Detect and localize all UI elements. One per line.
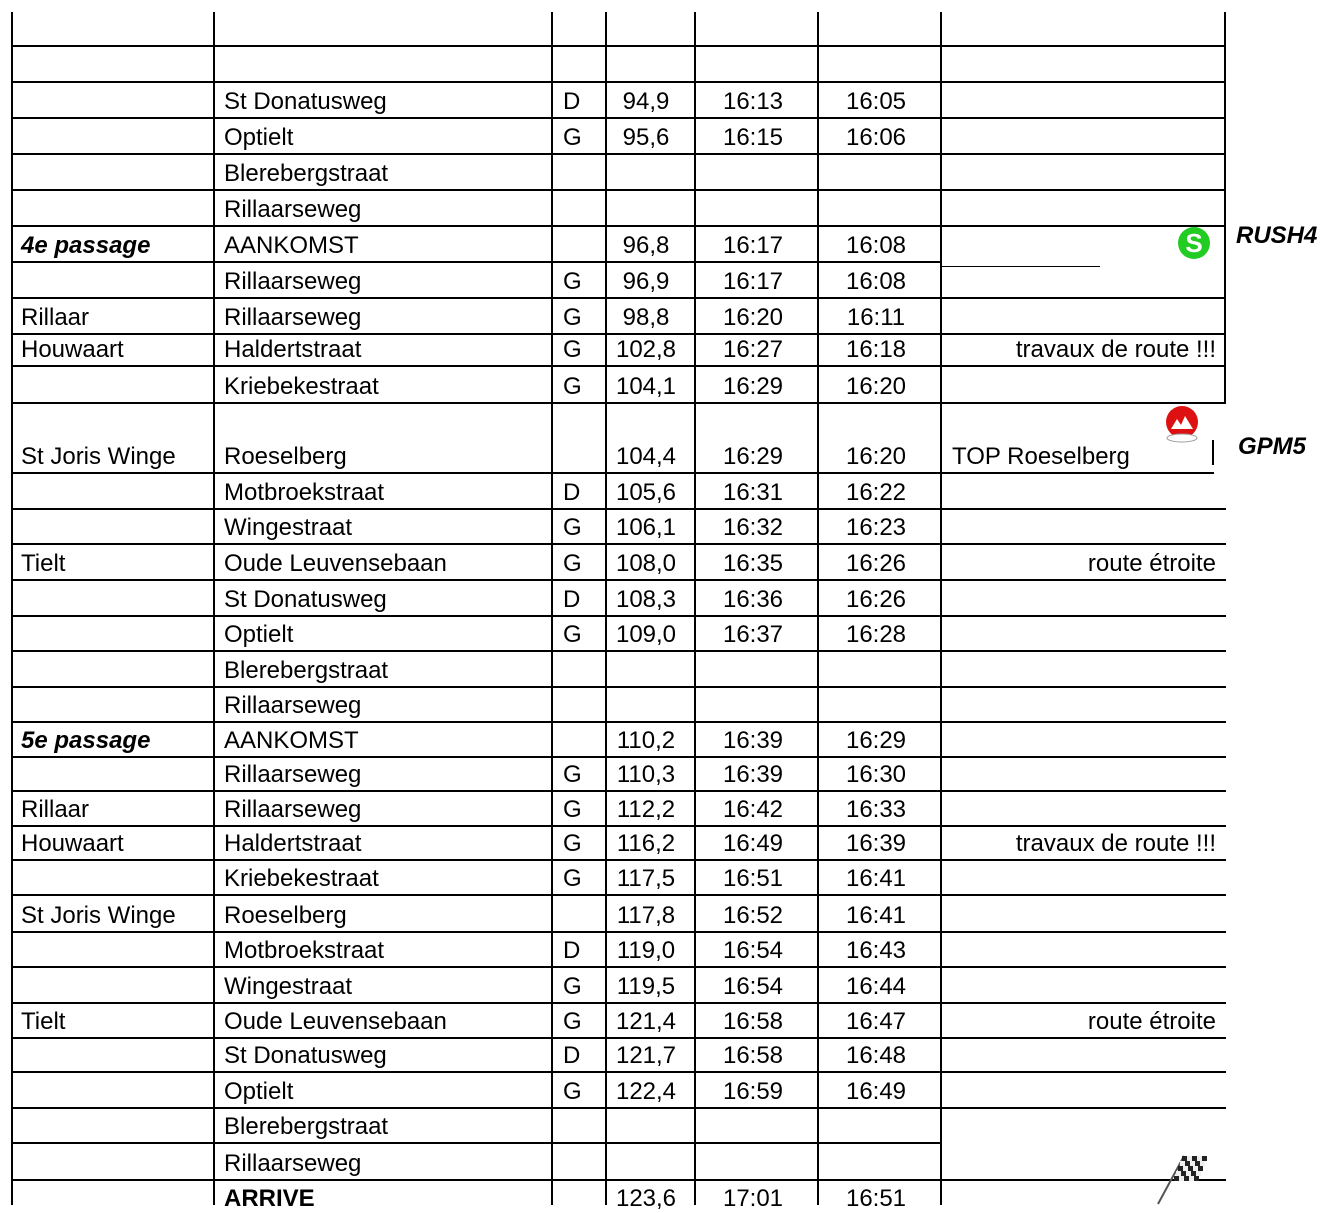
- grid-hline: [11, 615, 1226, 617]
- table-cell: 119,5: [616, 973, 676, 1000]
- table-cell: 108,3: [615, 586, 677, 613]
- table-cell: Roeselberg: [224, 443, 347, 470]
- table-cell: Blerebergstraat: [224, 657, 389, 684]
- table-cell: 16:06: [845, 124, 907, 151]
- table-cell: 16:42: [722, 796, 784, 823]
- table-cell: 16:49: [722, 830, 784, 857]
- table-cell: G: [563, 268, 582, 295]
- table-cell: AANKOMST: [224, 727, 359, 754]
- svg-text:S: S: [1185, 228, 1203, 258]
- grid-hline: [11, 931, 1226, 933]
- table-cell: 119,0: [616, 937, 676, 964]
- table-cell: 16:49: [845, 1078, 907, 1105]
- table-cell: G: [563, 973, 582, 1000]
- table-cell: 16:13: [722, 88, 784, 115]
- table-cell: G: [563, 761, 582, 788]
- sprint-label: RUSH4: [1236, 222, 1318, 249]
- table-cell: travaux de route !!!: [1015, 336, 1216, 363]
- table-cell: D: [563, 937, 581, 964]
- grid-hline: [11, 225, 1226, 227]
- grid-hline: [11, 859, 1226, 861]
- table-cell: Motbroekstraat: [224, 937, 385, 964]
- table-cell: Rillaar: [21, 796, 90, 823]
- grid-vline: [1212, 440, 1214, 465]
- table-cell: 4e passage: [21, 232, 151, 259]
- table-cell: 122,4: [615, 1078, 677, 1105]
- table-cell: 16:17: [722, 232, 784, 259]
- table-cell: 117,5: [616, 865, 676, 892]
- table-cell: 16:15: [722, 124, 784, 151]
- table-cell: travaux de route !!!: [1015, 830, 1216, 857]
- grid-hline: [11, 825, 1226, 827]
- grid-hline: [11, 472, 1214, 474]
- table-cell: 16:39: [722, 727, 784, 754]
- table-cell: Rillaarseweg: [224, 796, 362, 823]
- table-cell: 17:01: [722, 1185, 784, 1212]
- table-cell: 16:41: [845, 902, 907, 929]
- table-cell: 108,0: [615, 550, 677, 577]
- grid-hline: [11, 756, 1226, 758]
- table-cell: G: [563, 865, 582, 892]
- table-cell: 16:51: [722, 865, 784, 892]
- table-cell: 104,4: [615, 443, 677, 470]
- table-cell: 16:36: [722, 586, 784, 613]
- table-cell: St Donatusweg: [224, 586, 387, 613]
- table-cell: 16:29: [722, 443, 784, 470]
- table-cell: 104,1: [615, 373, 677, 400]
- table-cell: D: [563, 479, 581, 506]
- table-cell: Optielt: [224, 1078, 294, 1105]
- table-cell: Oude Leuvensebaan: [224, 1008, 447, 1035]
- table-cell: St Donatusweg: [224, 88, 387, 115]
- grid-hline: [11, 189, 1226, 191]
- sprint-green-s-icon: [1176, 225, 1212, 261]
- grid-hline: [11, 297, 1226, 299]
- table-cell: 16:28: [845, 621, 907, 648]
- table-cell: 16:29: [722, 373, 784, 400]
- table-cell: TOP Roeselberg: [952, 443, 1130, 470]
- grid-hline: [11, 1037, 1226, 1039]
- table-cell: St Donatusweg: [224, 1042, 387, 1069]
- table-cell: G: [563, 1078, 582, 1105]
- grid-vline: [1224, 12, 1226, 403]
- table-cell: G: [563, 514, 582, 541]
- grid-hline: [11, 790, 1226, 792]
- table-cell: 96,9: [622, 268, 670, 295]
- grid-hline: [11, 261, 942, 263]
- table-cell: 109,0: [615, 621, 677, 648]
- grid-hline: [11, 966, 1226, 968]
- table-cell: Kriebekestraat: [224, 373, 379, 400]
- table-cell: 16:58: [722, 1008, 784, 1035]
- table-cell: 96,8: [622, 232, 670, 259]
- table-cell: 94,9: [622, 88, 670, 115]
- table-cell: 16:47: [845, 1008, 907, 1035]
- table-cell: Rillaarseweg: [224, 268, 362, 295]
- table-cell: 16:43: [845, 937, 907, 964]
- table-cell: D: [563, 1042, 581, 1069]
- table-cell: 16:26: [845, 550, 907, 577]
- table-cell: 16:23: [845, 514, 907, 541]
- table-cell: 16:54: [722, 973, 784, 1000]
- grid-hline: [11, 508, 1226, 510]
- table-cell: 16:08: [845, 232, 907, 259]
- grid-hline: [11, 1071, 1226, 1073]
- table-cell: 16:39: [845, 830, 907, 857]
- table-cell: Rillaarseweg: [224, 761, 362, 788]
- table-cell: Houwaart: [21, 336, 124, 363]
- grid-hline: [11, 894, 1226, 896]
- grid-hline: [11, 402, 1226, 404]
- table-cell: Motbroekstraat: [224, 479, 385, 506]
- table-cell: 16:20: [845, 443, 907, 470]
- table-cell: AANKOMST: [224, 232, 359, 259]
- table-cell: 5e passage: [21, 727, 151, 754]
- table-cell: route étroite: [1087, 1008, 1216, 1035]
- grid-hline: [11, 81, 1226, 83]
- table-cell: Rillaarseweg: [224, 692, 362, 719]
- table-cell: St Joris Winge: [21, 443, 176, 470]
- table-cell: Wingestraat: [224, 973, 353, 1000]
- table-cell: D: [563, 586, 581, 613]
- table-cell: Wingestraat: [224, 514, 353, 541]
- table-cell: Optielt: [224, 621, 294, 648]
- table-cell: 110,2: [616, 727, 676, 754]
- table-cell: 16:37: [722, 621, 784, 648]
- table-cell: 16:41: [845, 865, 907, 892]
- table-cell: route étroite: [1087, 550, 1216, 577]
- table-cell: G: [563, 373, 582, 400]
- table-cell: Rillaar: [21, 304, 90, 331]
- table-cell: Kriebekestraat: [224, 865, 379, 892]
- table-cell: 16:08: [845, 268, 907, 295]
- table-cell: 16:51: [845, 1185, 907, 1212]
- table-cell: 16:27: [722, 336, 784, 363]
- table-cell: 106,1: [615, 514, 677, 541]
- table-cell: Rillaarseweg: [224, 196, 362, 223]
- table-cell: 110,3: [616, 761, 676, 788]
- table-cell: 121,7: [615, 1042, 677, 1069]
- grid-hline: [11, 543, 1226, 545]
- grid-hline: [11, 579, 1226, 581]
- table-cell: Houwaart: [21, 830, 124, 857]
- table-cell: 16:52: [722, 902, 784, 929]
- table-cell: 16:32: [722, 514, 784, 541]
- table-cell: D: [563, 88, 581, 115]
- grid-hline: [11, 45, 1226, 47]
- grid-hline: [11, 686, 1226, 688]
- grid-hline: [11, 117, 1226, 119]
- table-cell: 16:20: [845, 373, 907, 400]
- table-cell: 16:48: [845, 1042, 907, 1069]
- table-cell: G: [563, 830, 582, 857]
- table-cell: G: [563, 336, 582, 363]
- table-cell: 98,8: [622, 304, 670, 331]
- grid-hline: [11, 1002, 1226, 1004]
- table-cell: 16:11: [846, 304, 906, 331]
- checkered-flag-icon: [1150, 1146, 1220, 1206]
- table-cell: G: [563, 796, 582, 823]
- table-cell: Tielt: [21, 550, 66, 577]
- table-cell: 16:17: [722, 268, 784, 295]
- grid-hline: [11, 1179, 1226, 1181]
- climb-label: GPM5: [1238, 433, 1307, 460]
- table-cell: G: [563, 621, 582, 648]
- table-cell: Roeselberg: [224, 902, 347, 929]
- grid-hline: [940, 266, 1100, 267]
- table-cell: G: [563, 1008, 582, 1035]
- grid-hline: [11, 650, 1226, 652]
- table-cell: Optielt: [224, 124, 294, 151]
- table-cell: 16:20: [722, 304, 784, 331]
- table-cell: G: [563, 124, 582, 151]
- table-cell: 16:59: [722, 1078, 784, 1105]
- grid-hline: [11, 1142, 942, 1144]
- table-cell: 16:44: [845, 973, 907, 1000]
- grid-hline: [11, 153, 1226, 155]
- table-cell: 16:54: [722, 937, 784, 964]
- table-cell: Haldertstraat: [224, 336, 362, 363]
- table-cell: Oude Leuvensebaan: [224, 550, 447, 577]
- table-cell: 117,8: [616, 902, 676, 929]
- grid-hline: [11, 721, 1226, 723]
- table-cell: 16:58: [722, 1042, 784, 1069]
- table-cell: Rillaarseweg: [224, 1150, 362, 1177]
- grid-hline: [11, 365, 1226, 367]
- table-cell: 95,6: [622, 124, 670, 151]
- table-cell: 16:35: [722, 550, 784, 577]
- table-cell: 16:05: [845, 88, 907, 115]
- table-cell: Tielt: [21, 1008, 66, 1035]
- table-cell: Blerebergstraat: [224, 160, 389, 187]
- mountain-climb-icon: [1164, 402, 1200, 444]
- table-cell: 16:39: [722, 761, 784, 788]
- table-cell: 123,6: [615, 1185, 677, 1212]
- table-cell: 16:26: [845, 586, 907, 613]
- table-cell: 16:29: [845, 727, 907, 754]
- table-cell: Blerebergstraat: [224, 1113, 389, 1140]
- table-cell: 16:33: [845, 796, 907, 823]
- table-cell: 102,8: [615, 336, 677, 363]
- table-cell: St Joris Winge: [21, 902, 176, 929]
- table-cell: G: [563, 304, 582, 331]
- grid-hline: [11, 333, 1226, 335]
- table-cell: Haldertstraat: [224, 830, 362, 857]
- grid-hline: [11, 1107, 1226, 1109]
- table-cell: 121,4: [615, 1008, 677, 1035]
- table-cell: ARRIVE: [224, 1185, 315, 1212]
- table-cell: G: [563, 550, 582, 577]
- table-cell: 16:30: [845, 761, 907, 788]
- table-cell: Rillaarseweg: [224, 304, 362, 331]
- table-cell: 16:18: [845, 336, 907, 363]
- table-cell: 116,2: [616, 830, 676, 857]
- table-cell: 112,2: [616, 796, 676, 823]
- table-cell: 16:22: [845, 479, 907, 506]
- table-cell: 105,6: [615, 479, 677, 506]
- table-cell: 16:31: [722, 479, 784, 506]
